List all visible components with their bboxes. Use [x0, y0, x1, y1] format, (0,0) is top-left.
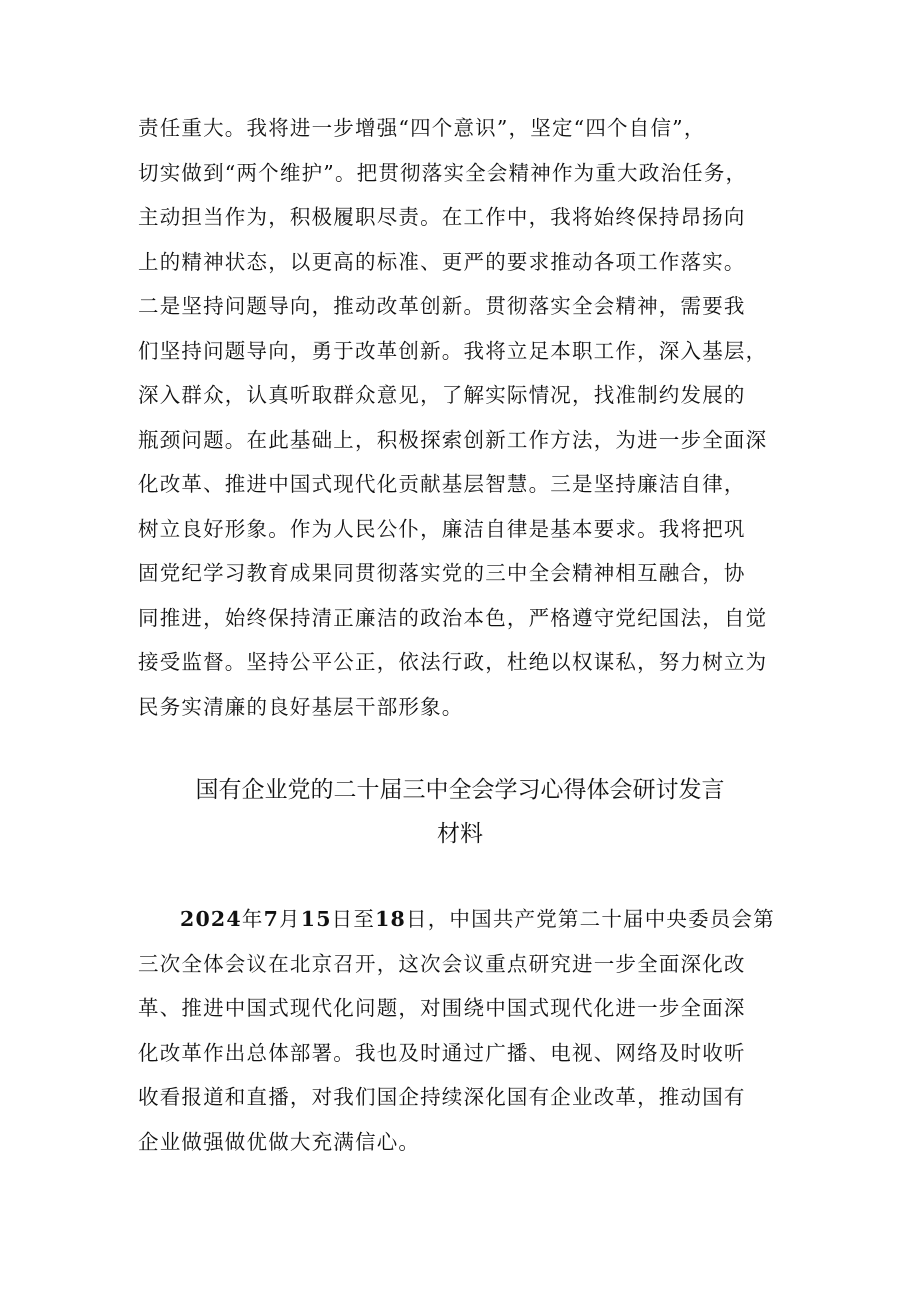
date-day-start: 15 [300, 907, 332, 931]
date-day-end: 18 [375, 907, 407, 931]
paragraph-line: 化改革、推进中国式现代化贡献基层智慧。三是坚持廉洁自律， [138, 472, 746, 496]
paragraph-line: 三次全体会议在北京召开，这次会议重点研究进一步全面深化改 [138, 952, 746, 976]
paragraph-line: 主动担当作为，积极履职尽责。在工作中，我将始终保持昂扬向 [138, 205, 746, 229]
paragraph-line: 们坚持问题导向，勇于改革创新。我将立足本职工作，深入基层， [138, 339, 768, 363]
date-month: 7 [263, 907, 280, 931]
paragraph-first-line [180, 904, 775, 934]
paragraph-line: 收看报道和直播，对我们国企持续深化国有企业改革，推动国有 [138, 1085, 746, 1109]
date-year: 2024 [180, 907, 242, 931]
paragraph-line: 树立良好形象。作为人民公仆，廉洁自律是基本要求。我将把巩 [138, 517, 746, 541]
paragraph-line: 接受监督。坚持公平公正，依法行政，杜绝以权谋私，努力树立为 [138, 650, 768, 674]
paragraph-line: 切实做到“两个维护”。把贯彻落实全会精神作为重大政治任务， [138, 161, 748, 185]
paragraph-line: 上的精神状态，以更高的标准、更严的要求推动各项工作落实。 [138, 250, 746, 274]
article-title-line: 国有企业党的二十届三中全会学习心得体会研讨发言 [195, 777, 725, 803]
paragraph-line: 固党纪学习教育成果同贯彻落实党的三中全会精神相互融合，协 [138, 561, 746, 585]
date-year-unit: 年 [241, 907, 264, 931]
paragraph-line: 责任重大。我将进一步增强“四个意识”，坚定“四个自信”， [138, 116, 706, 140]
date-range-connector: 日至 [331, 907, 376, 931]
paragraph-first-line-text: 日，中国共产党第二十届中央委员会第 [406, 907, 775, 931]
article-title-line: 材料 [437, 821, 483, 847]
paragraph-line: 企业做强做优做大充满信心。 [138, 1130, 421, 1154]
paragraph-line: 民务实清廉的良好基层干部形象。 [138, 695, 464, 719]
paragraph-line: 化改革作出总体部署。我也及时通过广播、电视、网络及时收听 [138, 1041, 746, 1065]
date-month-unit: 月 [279, 907, 301, 931]
paragraph-line: 瓶颈问题。在此基础上，积极探索创新工作方法，为进一步全面深 [138, 428, 768, 452]
paragraph-line: 二是坚持问题导向，推动改革创新。贯彻落实全会精神，需要我 [138, 294, 746, 318]
paragraph-line: 同推进，始终保持清正廉洁的政治本色，严格遵守党纪国法，自觉 [138, 606, 768, 630]
paragraph-line: 深入群众，认真听取群众意见，了解实际情况，找准制约发展的 [138, 383, 746, 407]
paragraph-line: 革、推进中国式现代化问题，对围绕中国式现代化进一步全面深 [138, 996, 746, 1020]
